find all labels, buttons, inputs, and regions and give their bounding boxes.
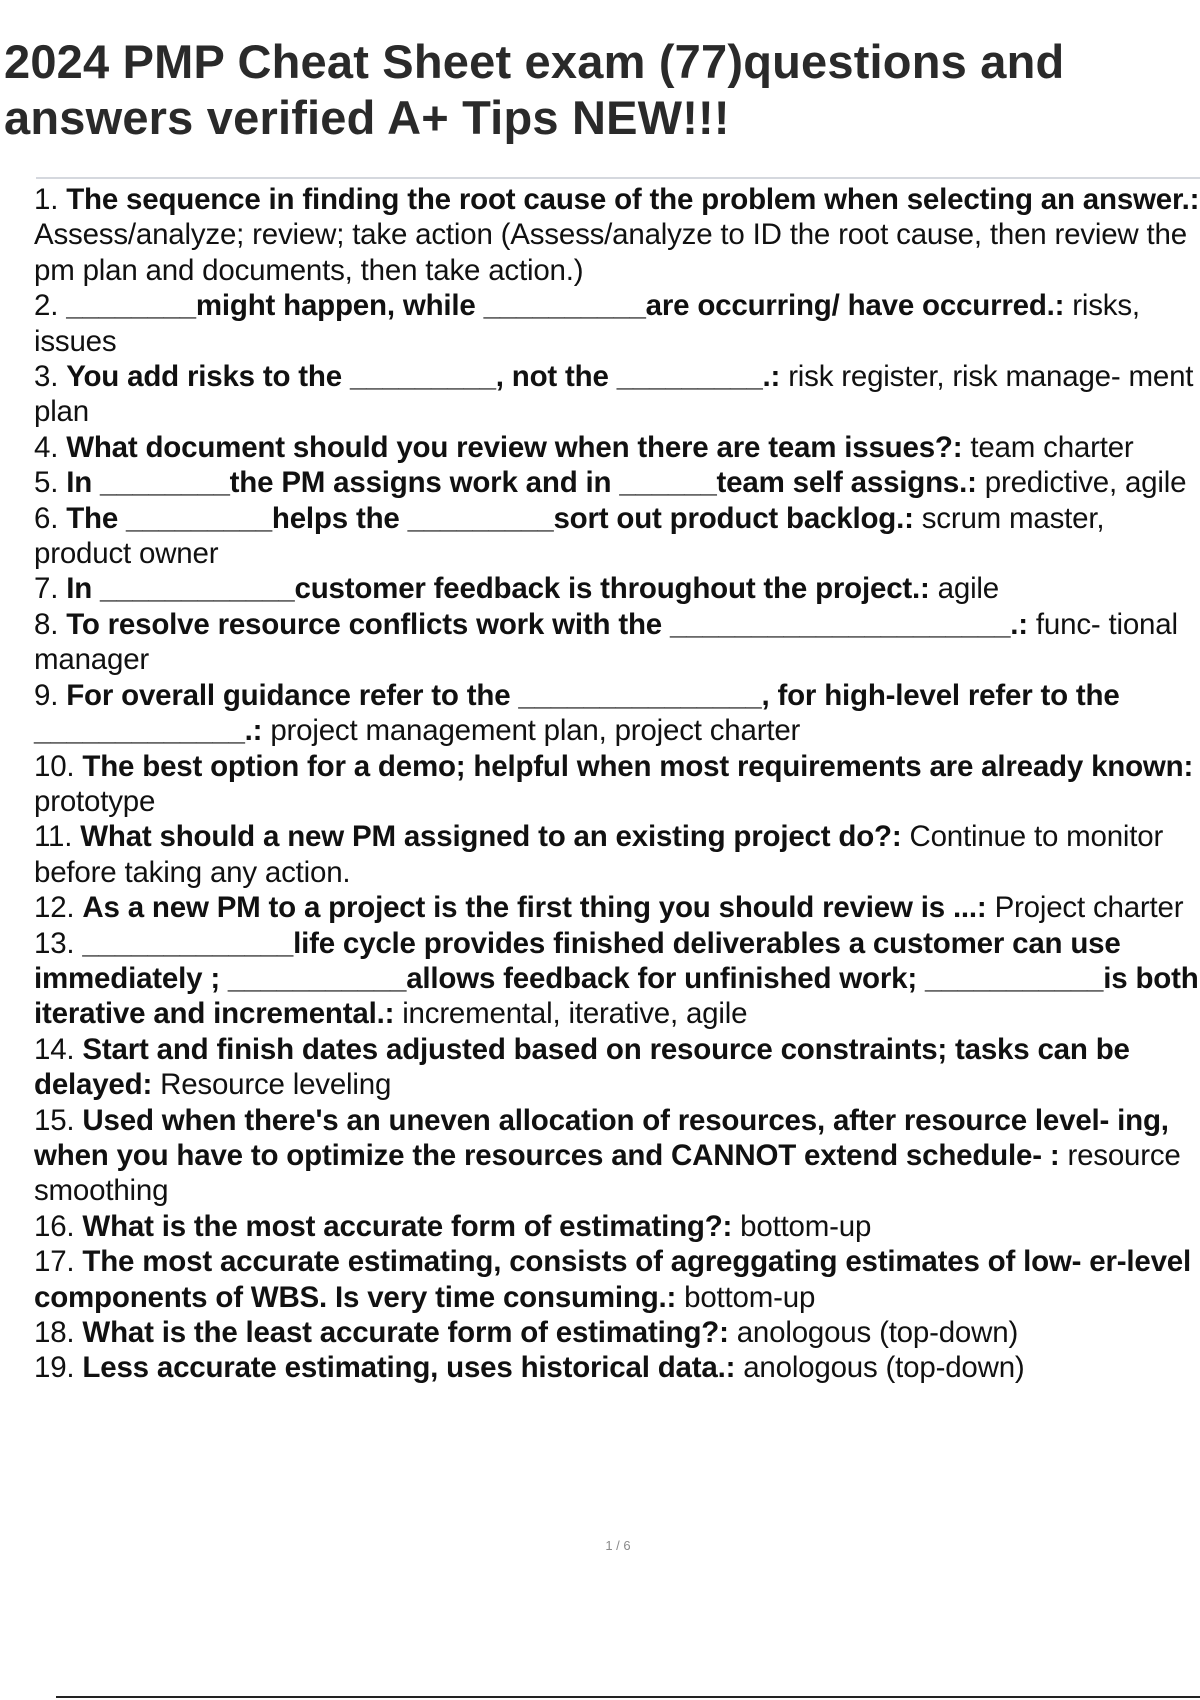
title-divider <box>36 177 1200 179</box>
item-number: 8. <box>34 607 59 641</box>
list-item <box>34 571 1200 606</box>
list-item <box>34 749 1200 820</box>
item-question: In ____________customer feedback is throughout the project.: <box>66 572 930 606</box>
item-number: 6. <box>34 501 59 535</box>
item-answer: project management plan, project charter <box>270 714 801 748</box>
item-answer: agile <box>937 572 999 606</box>
item-question: You add risks to the _________, not the _________.: <box>66 360 781 394</box>
item-answer: anologous (top-down) <box>736 1316 1019 1349</box>
item-number: 15. <box>34 1103 75 1137</box>
item-answer: risk register, risk manage- ment plan <box>34 360 1194 429</box>
item-number: 18. <box>34 1316 75 1349</box>
list-item <box>34 182 1200 288</box>
item-number: 11. <box>34 820 73 854</box>
list-item <box>34 1315 1200 1350</box>
item-answer: incremental, iterative, agile <box>402 997 748 1031</box>
item-question: What document should you review when there are team issues?: <box>66 430 963 464</box>
item-question: Used when there's an uneven allocation of resources, after resource level- ing, when you have to optimize the resources and CANNOT extend schedule- : <box>34 1103 1169 1172</box>
item-number: 3. <box>34 360 59 394</box>
item-question: _____________life cycle provides finished deliverables a customer can use immediately ; ___________allows feedback for unfinished work; ___________is both iterative and incremental.: <box>34 926 1199 1031</box>
item-answer: Continue to monitor before taking any action. <box>34 820 1164 889</box>
item-answer: prototype <box>34 784 156 818</box>
item-answer: team charter <box>970 430 1134 464</box>
list-item <box>34 465 1200 500</box>
list-item <box>34 890 1200 925</box>
item-number: 5. <box>34 466 59 500</box>
item-answer: risks, issues <box>34 289 1140 358</box>
item-question: What is the least accurate form of estimating?: <box>82 1316 729 1349</box>
qa-list <box>34 182 1200 1386</box>
item-question: The most accurate estimating, consists of agreggating estimates of low- er-level components of WBS. Is very time consuming.: <box>34 1245 1191 1314</box>
item-answer: func- tional manager <box>34 607 1178 677</box>
item-answer: bottom-up <box>740 1209 872 1243</box>
item-answer: scrum master, product owner <box>34 501 1105 571</box>
item-question: The _________helps the _________sort out product backlog.: <box>66 501 914 535</box>
list-item <box>34 501 1200 572</box>
item-number: 1. <box>34 183 59 216</box>
list-item <box>34 678 1200 749</box>
item-question: Less accurate estimating, uses historical data.: <box>82 1351 736 1385</box>
item-number: 7. <box>34 572 59 606</box>
item-number: 13. <box>34 926 75 960</box>
item-answer: predictive, agile <box>984 466 1187 500</box>
list-item <box>34 1244 1200 1315</box>
list-item <box>34 359 1200 430</box>
list-item <box>34 1103 1200 1209</box>
list-item <box>34 1350 1200 1385</box>
item-answer: Assess/analyze; review; take action (Assess/analyze to ID the root cause, then review the pm plan and documents, then take action.) <box>34 218 1187 287</box>
list-item <box>34 1209 1200 1244</box>
item-question: The best option for a demo; helpful when most requirements are already known: <box>82 749 1194 783</box>
item-question: What is the most accurate form of estimating?: <box>82 1209 733 1243</box>
item-number: 4. <box>34 430 59 464</box>
item-number: 16. <box>34 1209 75 1243</box>
item-number: 17. <box>34 1245 75 1279</box>
list-item <box>34 288 1200 359</box>
item-number: 19. <box>34 1351 75 1385</box>
footer-divider <box>56 1696 1200 1698</box>
item-question: Start and finish dates adjusted based on resource constraints; tasks can be delayed: <box>34 1032 1130 1102</box>
item-answer: Project charter <box>994 891 1184 925</box>
list-item <box>34 819 1200 890</box>
item-number: 14. <box>34 1032 75 1066</box>
item-question: In ________the PM assigns work and in ______team self assigns.: <box>66 466 977 500</box>
list-item <box>34 607 1200 678</box>
item-answer: resource smoothing <box>34 1138 1181 1208</box>
list-item <box>34 926 1200 1032</box>
item-number: 10. <box>34 749 75 783</box>
item-question: To resolve resource conflicts work with the _____________________.: <box>66 607 1028 641</box>
list-item <box>34 1032 1200 1103</box>
item-answer: bottom-up <box>684 1280 816 1314</box>
document-title: 2024 PMP Cheat Sheet exam (77)questions and answers verified A+ Tips NEW!!! <box>4 35 1065 144</box>
item-question: As a new PM to a project is the first thing you should review is ...: <box>82 891 987 925</box>
item-number: 2. <box>34 289 59 323</box>
item-number: 12. <box>34 891 75 925</box>
item-answer: Resource leveling <box>160 1068 392 1102</box>
page-indicator: 1 / 6 <box>605 1538 631 1553</box>
list-item <box>34 430 1200 465</box>
item-question: ________might happen, while __________are occurring/ have occurred.: <box>66 289 1065 323</box>
item-number: 9. <box>34 678 59 712</box>
item-answer: anologous (top-down) <box>743 1351 1025 1385</box>
item-question: What should a new PM assigned to an existing project do?: <box>80 820 902 854</box>
item-question: The sequence in finding the root cause of the problem when selecting an answer.: <box>66 183 1200 216</box>
item-question: For overall guidance refer to the _______________, for high-level refer to the _____________.: <box>34 678 1120 748</box>
